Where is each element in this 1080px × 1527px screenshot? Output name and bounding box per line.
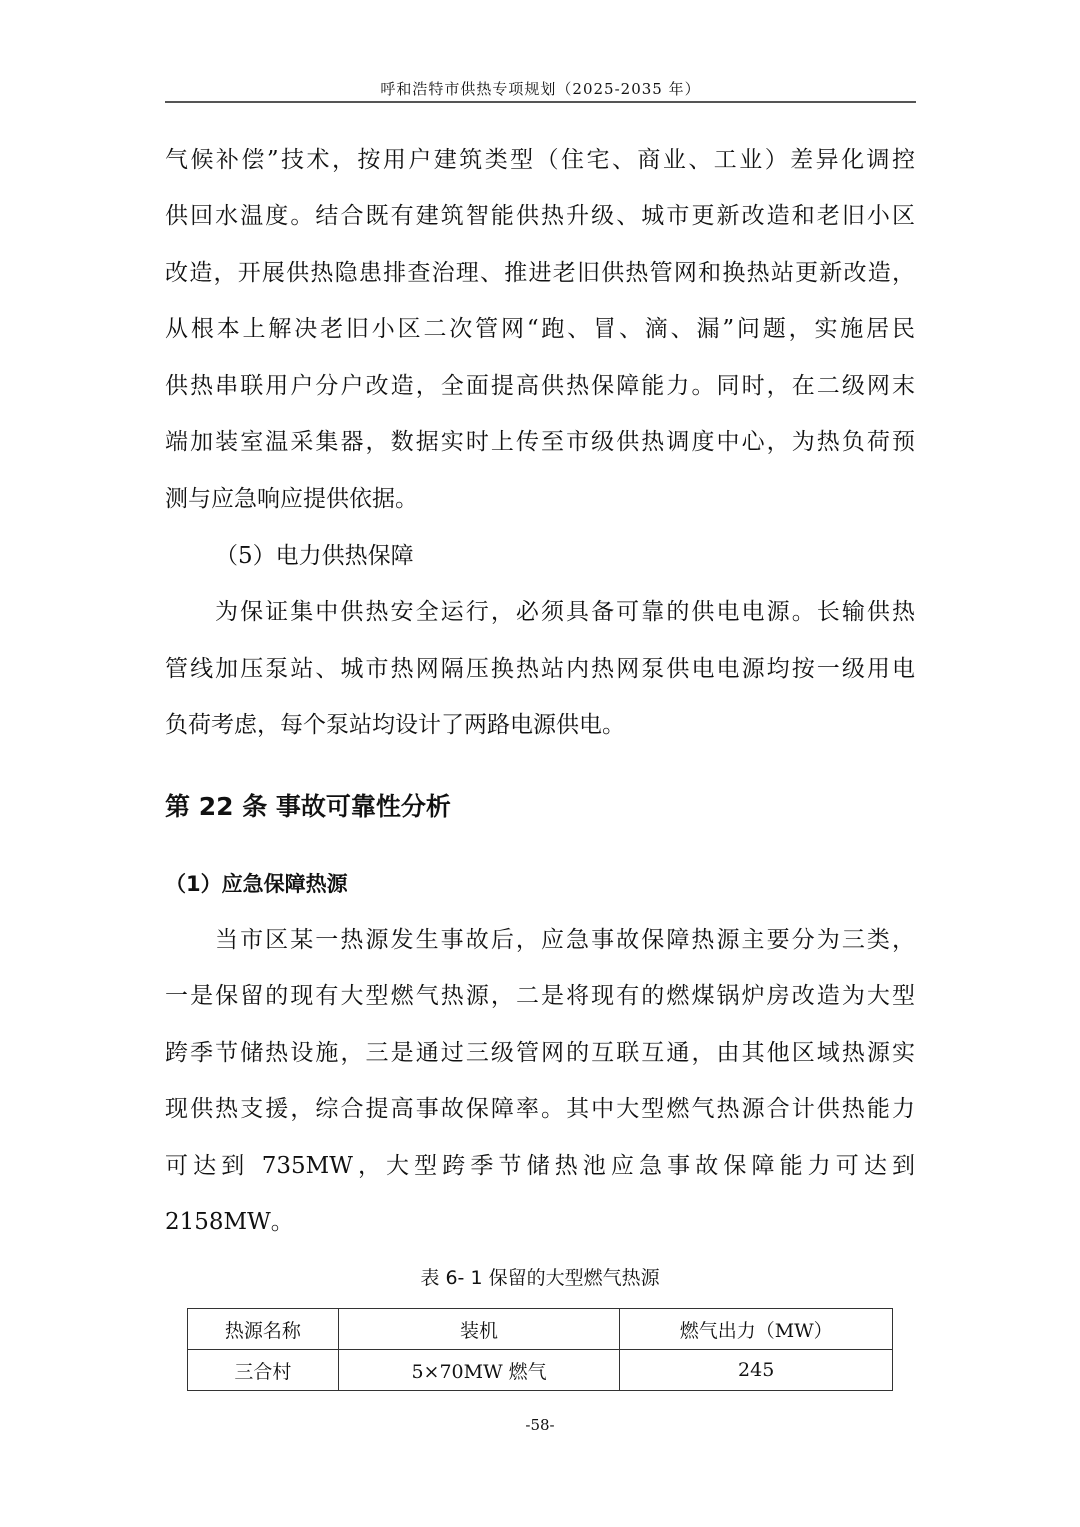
text-line: 2158MW。 — [165, 1209, 294, 1235]
text-line: 供回水温度。结合既有建筑智能供热升级、城市更新改造和老旧小区 — [165, 203, 915, 229]
table-caption: 表 6- 1 保留的大型燃气热源 — [420, 1267, 660, 1289]
header-cell: 热源名称 — [188, 1309, 339, 1350]
table-header-row — [188, 1309, 893, 1350]
text-line: 测与应急响应提供依据。 — [165, 486, 418, 512]
subheading-power-supply: （5）电力供热保障 — [215, 543, 414, 569]
text-line: 改造，开展供热隐患排查治理、推进老旧供热管网和换热站更新改造， — [165, 260, 915, 286]
header-cell: 装机 — [338, 1309, 620, 1350]
text-line: 当市区某一热源发生事故后，应急事故保障热源主要分为三类， — [215, 927, 915, 953]
table-row — [188, 1350, 893, 1391]
section-title: 第 22 条 事故可靠性分析 — [165, 792, 451, 821]
header-rule — [165, 101, 916, 103]
heat-source-table — [187, 1308, 893, 1391]
text-line: 现供热支援，综合提高事故保障率。其中大型燃气热源合计供热能力 — [165, 1096, 915, 1122]
text-line: 气候补偿”技术，按用户建筑类型（住宅、商业、工业）差异化调控 — [165, 147, 915, 173]
page-header-title: 呼和浩特市供热专项规划（2025-2035 年） — [380, 80, 701, 98]
subheading-emergency-heat: （1）应急保障热源 — [165, 872, 348, 896]
table-cell: 245 — [620, 1350, 893, 1391]
text-line: 一是保留的现有大型燃气热源，二是将现有的燃煤锅炉房改造为大型 — [165, 983, 915, 1009]
text-line: 端加装室温采集器，数据实时上传至市级供热调度中心，为热负荷预 — [165, 429, 915, 455]
text-line: 供热串联用户分户改造，全面提高供热保障能力。同时，在二级网末 — [165, 373, 915, 399]
text-line: 管线加压泵站、城市热网隔压换热站内热网泵供电电源均按一级用电 — [165, 656, 915, 682]
table-cell: 5×70MW 燃气 — [338, 1350, 620, 1391]
page-number: -58- — [525, 1416, 555, 1434]
text-line: 从根本上解决老旧小区二次管网“跑、冒、滴、漏”问题，实施居民 — [165, 316, 915, 342]
text-line: 可达到 735MW，大型跨季节储热池应急事故保障能力可达到 — [165, 1153, 915, 1179]
text-line: 跨季节储热设施，三是通过三级管网的互联互通，由其他区域热源实 — [165, 1040, 915, 1066]
text-line: 负荷考虑，每个泵站均设计了两路电源供电。 — [165, 712, 625, 738]
table-cell: 三合村 — [188, 1350, 339, 1391]
header-cell: 燃气出力（MW） — [620, 1309, 893, 1350]
text-line: 为保证集中供热安全运行，必须具备可靠的供电电源。长输供热 — [215, 599, 915, 625]
